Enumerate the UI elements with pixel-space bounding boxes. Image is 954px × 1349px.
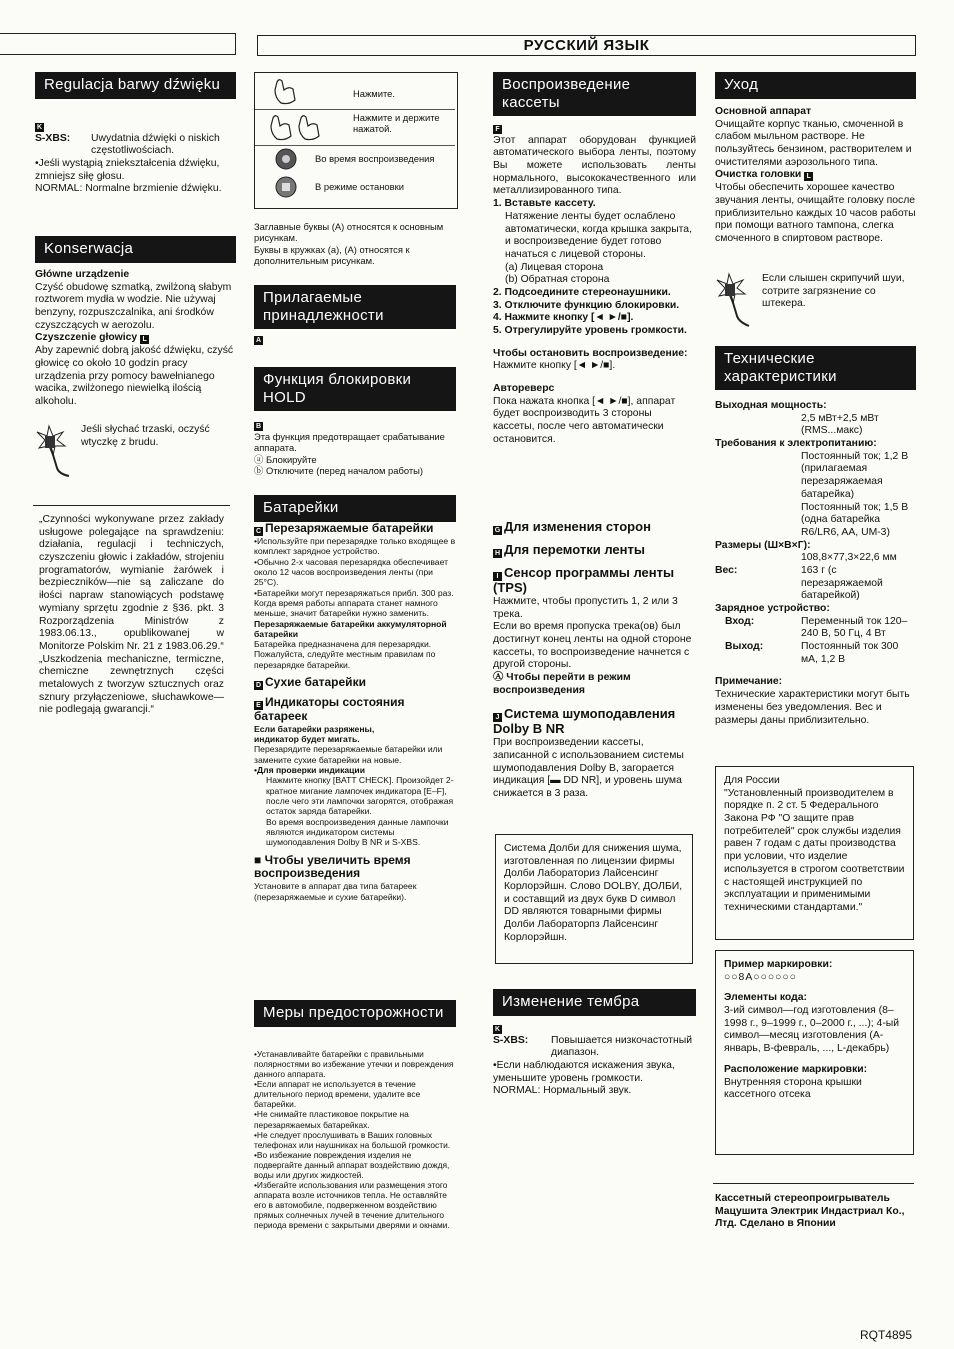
footer-code: RQT4895 — [859, 1328, 912, 1342]
legal-text-2: „Uszkodzenia mechaniczne, termiczne, chemiczne zewnętrznych części metalowych z tworzyw sztucznych oraz sznury przyłączeniowe, słuchawkowe—nie podlegają gwarancji.“ — [39, 653, 224, 716]
bat-c-1: •Используйте при перезарядке только входящее в комплект зарядное устройство. — [254, 536, 456, 557]
bat-c-2: •Обычно 2-х часовая перезарядка обеспечивает около 12 часов воспроизведения ленты (при 25°С). — [254, 556, 449, 588]
spec-mass-title: Вес: — [715, 564, 738, 576]
bat-c-5: Батарейка предназначена для перезарядки. — [254, 639, 432, 650]
tone-sxbs-key: S-XBS: — [493, 1034, 529, 1046]
figure-letter-j: J — [493, 713, 502, 722]
stop-title: Чтобы остановить воспроизведение: — [493, 347, 688, 359]
precaution-item: •Устанавливайте батарейки с правильными полярностями во избежание утечки и повреждения данного аппарата. — [254, 1049, 454, 1080]
legend-box — [254, 72, 458, 209]
precautions-list — [254, 1049, 456, 1230]
bat-d-title: Сухие батарейки — [265, 675, 366, 690]
spec-power-1: Постоянный ток; 1,2 В (прилагаемая перезаряжаемая батарейка) — [801, 450, 909, 500]
side-b: (b) Обратная сторона — [505, 274, 610, 286]
bat-e-2: индикатор будет мигать. — [254, 734, 360, 745]
step-4: 4. Нажмите кнопку [◄ ►/■]. — [493, 312, 634, 324]
note-title: Примечание: — [715, 676, 783, 688]
figure-letter-f: F — [493, 125, 502, 134]
figure-letter-a: A — [255, 337, 262, 344]
spec-mass-val: 163 г (с перезаряжаемой батарейкой) — [801, 564, 883, 602]
code-text: 3-ий символ—год изготовления (8–1998 г., 9–1999 г., 0–2000 г., ...); 4-ый символ—месяц изготовления (A-январь, B-февраль, ..., L-декабрь) — [724, 1005, 900, 1055]
bat-f-title: Чтобы увеличить время воспроизведения — [254, 852, 411, 881]
spec-output-val: 2,5 мВт+2,5 мВт (RMS...макс) — [801, 412, 879, 437]
figure-letter-l2: L — [804, 172, 813, 181]
i-text: Нажмите, чтобы пропустить 1, 2 или 3 трека. — [493, 595, 678, 620]
i-title: Сенсор программы ленты (TPS) — [493, 565, 675, 595]
section-header-maintenance: Konserwacja — [35, 236, 236, 263]
maker-rule — [713, 1183, 914, 1184]
j-title: Система шумоподавления Dolby B NR — [493, 706, 676, 737]
tone-sxbs: Повышается низкочастотный диапазон. — [551, 1034, 693, 1059]
legend-row-stop — [255, 173, 455, 203]
spec-dim-val: 108,8×77,3×22,6 мм — [801, 552, 897, 564]
bat-e-6: Во время воспроизведения данные лампочки являются индикатором системы шумоподавления Dolby B NR и S-XBS. — [266, 816, 449, 848]
bat-e-1: Если батарейки разряжены, — [254, 723, 375, 734]
bat-e-title: Индикаторы состояния батареек — [254, 695, 405, 724]
bat-e-4: •Для проверки индикации — [254, 765, 365, 776]
figure-letter-k2: K — [494, 1026, 501, 1033]
step-3: 3. Отключите функцию блокировки. — [493, 299, 680, 311]
precaution-item: •Во избежание повреждения изделия не подвергайте данный аппарат воздействию дождя, воды или других жидкостей. — [254, 1149, 450, 1180]
play-mode-icon — [275, 148, 297, 170]
spec-out-val: Постоянный ток 300 мА, 1,2 В — [801, 641, 899, 665]
plug-cleaning-icon-2 — [715, 268, 761, 328]
dolby-text: Система Долби для снижения шума, изготовленная по лицензии фирмы Долби Лаборатоpиз Лайсенсинг Корлорэйшн. Слово DOLBY, ДОЛБИ, и составщий из двух букв D символ DD являются товарными фирмы Долби Лабораторпз Лайсенсинг Корлорэйшн. — [504, 843, 683, 943]
hold-a: Блокируйте — [266, 453, 317, 465]
section-header-playback: Воспроизведение кассеты — [493, 72, 696, 116]
bat-e-3: Перезарядите перезаряжаемые батарейки или замените сухие батарейки на новые. — [254, 744, 443, 765]
i-sub-mark: Ⓐ — [493, 672, 504, 684]
hand-press-icon — [269, 76, 309, 106]
autoreverse-title: Автореверс — [493, 383, 555, 395]
polish-legal-box — [33, 505, 230, 759]
figure-letter-l: L — [140, 335, 149, 344]
play-intro: Этот аппарат оборудован функцией автоматического выбора ленты, поэтому Вы можете использовать ленты нормального, высококачественного или металлизированного типа. — [493, 134, 696, 197]
care-main-title: Основной аппарат — [715, 106, 812, 117]
title-box — [257, 35, 916, 56]
care-head-title: Очистка головки — [715, 169, 802, 181]
page-title: РУССКИЙ ЯЗЫК — [523, 37, 650, 54]
i-sub: Чтобы перейти в режим воспроизведения — [493, 672, 631, 696]
russia-box — [715, 766, 914, 940]
hold-b: Отключите (перед началом работы) — [266, 464, 424, 476]
hold-mark-a: ⓐ — [254, 453, 264, 465]
mark-val: ○○8A○○○○○○ — [724, 971, 797, 983]
main-unit-title: Główne urządzenie — [35, 269, 130, 280]
bat-f-text: Установите в аппарат два типа батареек (перезаряжаемые и сухие батарейки). — [254, 881, 417, 902]
side-a: (a) Лицевая сторона — [505, 261, 604, 273]
main-unit-text: Czyść obudowę szmatką, zwilżoną słabym roztworem mydła w wodzie. Nie używaj benzyny, rozpuszczalnika, ani środków czyszczących w aerozolu. — [35, 281, 232, 331]
stop-text: Нажмите кнопку [◄ ►/■]. — [493, 360, 616, 372]
precaution-item: •Избегайте использования или размещения этого аппарата возле источников тепла. Не оставляйте его в автомобиле, подверженном воздействию прямых солнечных лучей в течение длительного периода времени с закрытыми дверями и окнами. — [254, 1180, 450, 1231]
precaution-item: •Если аппарат не используется в течение длительного период времени, удалите все батарейки. — [254, 1079, 421, 1110]
spec-output-title: Выходная мощность: — [715, 400, 827, 411]
step-1-text: Натяжение ленты будет ослаблено автоматически, когда крышка закрыта, и воспроизведение будет готово начаться с лицевой стороны. — [505, 210, 692, 260]
spec-in-key: Вход: — [725, 615, 755, 627]
legend-row-hold — [255, 109, 455, 146]
legend-row-press — [255, 73, 455, 110]
legend-row-play — [255, 145, 455, 175]
hold-text: Эта функция предотвращает срабатывание аппарата. — [254, 431, 445, 454]
section-header-hold: Функция блокировки HOLD — [254, 367, 456, 411]
care-main-text: Очищайте корпус тканью, смоченной в слабом мыльном растворе. Не пользуйтесь бензином, растворителем и очистителями аэрозольного типа. — [715, 118, 912, 168]
head-title: Czyszczenie głowicy — [35, 332, 138, 344]
marking-box — [715, 950, 914, 1155]
figure-letter-h: H — [494, 550, 501, 557]
maker-text: Кассетный стереопроигрыватель Мацушита Электрик Индастриал Ко., Лтд. Сделано в Японии — [715, 1193, 905, 1230]
tone-note: •Если наблюдаются искажения звука, уменьшите уровень громкости. — [493, 1060, 675, 1084]
spec-power-2: Постоянный ток; 1,5 В (одна батарейка R6/LR6, AA, UM-3) — [801, 501, 909, 538]
legend-note-2: Буквы в кружках (a), (A) относятся к дополнительным рисункам. — [254, 243, 410, 266]
sxbs-key: S-XBS: — [35, 132, 71, 144]
autoreverse-text: Пока нажата кнопка [◄ ►/■], аппарат будет воспроизводить 3 стороны кассеты, после чего автоматически остановится. — [493, 395, 676, 445]
step-5: 5. Отрегулируйте уровень громкости. — [493, 325, 687, 336]
step-2: 2. Подсоедините стереонаушники. — [493, 286, 671, 298]
i-text-2: Если во время пропуска трека(ов) был достигнут конец ленты на одной стороне кассеты, то воспроизведение начнется с другой стороны. — [493, 621, 692, 671]
precaution-item: •Не следует прослушивать в Ваших головных телефонах или наушниках на большой громкости. — [254, 1129, 451, 1150]
bat-c-4: Перезаряжаемые батарейки аккумуляторной батарейки — [254, 618, 447, 639]
dolby-box — [495, 834, 693, 964]
g-title: Для изменения сторон — [504, 519, 651, 534]
mark-title: Пример маркировки: — [724, 959, 833, 970]
figure-letter-g: G — [494, 527, 501, 534]
loc-title: Расположение маркировки: — [724, 1063, 868, 1075]
hand-hold-icon — [267, 112, 327, 142]
legend-press: Нажмите. — [353, 88, 395, 99]
h-title: Для перемотки ленты — [504, 542, 645, 557]
figure-letter-k: K — [36, 124, 43, 131]
spec-dim-title: Размеры (Ш×В×Г): — [715, 539, 811, 551]
tone-normal: NORMAL: Нормальный звук. — [493, 1085, 632, 1097]
section-header-precautions: Меры предосторожности — [254, 1000, 456, 1027]
legend-note-1: Заглавные буквы (A) относятся к основным рисункам. — [254, 221, 444, 244]
top-rule-left — [0, 33, 236, 55]
bat-c-6: Пожалуйста, следуйте местным правилам по перезарядке батарейки. — [254, 649, 436, 670]
j-text: При воспроизведении кассеты, записанной с использованием системы шумоподавления Dolby B, загорается индикация [▬ DD NR], и уровень шума снижается в 3 раза. — [493, 737, 684, 800]
code-title: Элементы кода: — [724, 992, 807, 1004]
legend-hold: Нажмите и держите нажатой. — [353, 112, 440, 135]
figure-letter-i: I — [493, 572, 502, 581]
plug-cleaning-icon — [35, 420, 81, 478]
legend-stop: В режиме остановки — [315, 181, 404, 192]
plug-note: Jeśli słychać trzaski, oczyść wtyczkę z brudu. — [81, 424, 210, 448]
section-header-accessories: Прилагаемые принадлежности — [254, 285, 456, 329]
spec-charger-title: Зарядное устройство: — [715, 603, 830, 614]
section-header-color: Regulacja barwy dźwięku — [35, 72, 236, 99]
figure-letter-b: B — [255, 423, 262, 430]
figure-letter-c: C — [255, 528, 262, 535]
spec-out-key: Выход: — [725, 641, 764, 653]
loc-text: Внутренняя сторона крышки кассетного отсека — [724, 1076, 862, 1101]
step-1: 1. Вставьте кассету. — [493, 198, 596, 210]
section-header-specs: Технические характеристики — [715, 346, 916, 390]
russia-text: Для России "Установленный производителем в порядке п. 2 ст. 5 Федерального Закона РФ "О защите прав потребителей" срок службы изделия равен 7 годам с даты производства при условии, что изделие используется в строгом соответствии с настоящей инструкцией по эксплуатации и применимыми техническими стандартами." — [724, 775, 905, 913]
note-text: Технические характеристики могут быть изменены без уведомления. Вес и размеры даны приблизительно. — [715, 689, 910, 726]
care-plug-note: Если слышен скрипучий шуи, сотрите загрязнение со штекера. — [762, 273, 905, 310]
section-header-batteries: Батарейки — [254, 495, 456, 522]
head-text: Aby zapewnić dobrą jakość dźwięku, czyść głowicę co około 10 godzin pracy urządzenia przy pomocy bawełnianego wacika, zwilżonego niewielką ilością alkoholu. — [35, 345, 234, 407]
section-header-care: Уход — [715, 72, 916, 99]
section-header-tone: Изменение тембра — [493, 989, 696, 1016]
distortion-note: •Jeśli wystąpią zniekształcenia dźwięku, zmniejsz siłę głosu. — [35, 158, 220, 182]
normal-line: NORMAL: Normalne brzmienie dźwięku. — [35, 183, 222, 195]
bat-c-title: Перезаряжаемые батарейки — [265, 521, 434, 535]
care-head-text: Чтобы обеспечить хорошее качество звучания ленты, очищайте головку после приблизительно каждых 10 часов работы при помощи ватного тампона, слегка смоченного в спиртовом растворе. — [715, 182, 916, 244]
spec-power-title: Требования к электропитанию: — [715, 438, 877, 450]
spec-in-val: Переменный ток 120–240 В, 50 Гц, 4 Вт — [801, 615, 908, 640]
bat-e-5: Нажмите кнопку [BATT CHECK]. Произойдет 2-кратное мигание лампочек индикатора [E–F], после чего эти лампочки загорятся, отображая остаток заряда батарейки. — [266, 775, 454, 817]
figure-letter-e: E — [254, 701, 263, 710]
legend-play: Во время воспроизведения — [315, 153, 435, 164]
precaution-item: •Не снимайте пластиковое покрытие на перезаряжаемых батарейках. — [254, 1109, 409, 1130]
bat-c-3: •Батарейки могут перезаряжаться прибл. 300 раз. Когда время работы аппарата станет намного меньше, значит батарейки нужно заменить. — [254, 587, 454, 619]
sxbs-text: Uwydatnia dźwięki o niskich częstotliwościach. — [91, 132, 220, 157]
figure-letter-d: D — [255, 682, 262, 690]
hold-mark-b: ⓑ — [254, 464, 264, 476]
stop-mode-icon — [275, 176, 297, 198]
legal-text: „Czynności wykonywane przez zakłady usługowe polegające na sprawdzeniu: działania, regulacji i techniczych, czyszczeniu głowic i zakładów, strojeniu programatorów, wymianie żarówek i bezpieczników—nie są zaliczane do iłości napraw stanowiących podstawę wymiany sprzętu zgodnie z §36. pkt. 3 Rozporządzenia Ministrów z 1983.06.13., opublikowanej w Monitorze Polskim Nr. 21 z 1983.06.29.“ — [39, 514, 224, 652]
